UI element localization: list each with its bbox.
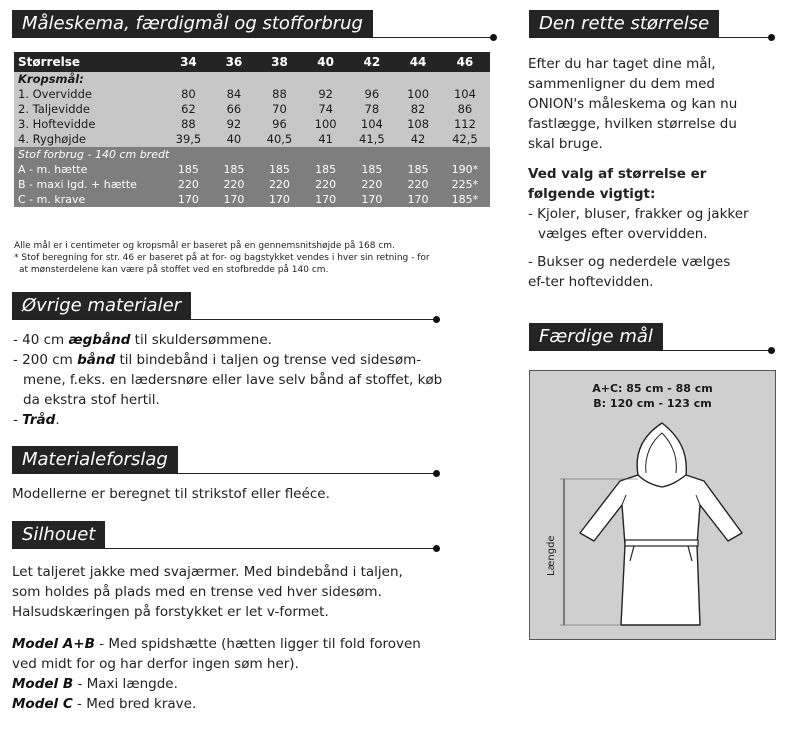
cell: 84 [213,87,255,102]
list-item: - Kjoler, bluser, frakker og jakker [528,206,749,222]
cell: 185 [347,162,396,177]
section-title: Øvrige materialer [12,292,191,320]
material-suggestion-header [12,446,440,480]
cell: 220 [255,177,304,192]
text-line: ved midt for og har derfor ingen søm her). [12,656,299,672]
size-col: 34 [164,52,213,72]
cell: 40 [213,132,255,147]
text-line: følgende vigtigt: [528,186,656,202]
table-row [14,87,490,102]
silhouette-text [12,562,452,714]
bullet-dot [433,545,440,552]
list-item-cont: mene, f.eks. en lædersnøre eller lave selv bånd af stoffet, køb [23,372,443,388]
size-chart-header [12,10,497,44]
row-label: 4. Ryghøjde [14,132,164,147]
list-item: - Tråd. [13,412,60,428]
cell: 220 [213,177,255,192]
list-item-cont: vælges efter overvidden. [538,226,708,242]
cell: 185 [164,162,213,177]
cell: 185* [440,192,490,207]
body-measure-label: Kropsmål: [14,72,490,87]
cell: 96 [255,117,304,132]
cell: 185 [304,162,348,177]
cell: 88 [255,87,304,102]
cell: 88 [164,117,213,132]
section-title: Silhouet [12,521,105,549]
table-row [14,192,490,207]
table-row [14,147,490,162]
table-row [14,177,490,192]
divider [529,37,771,38]
cell: 225* [440,177,490,192]
other-materials-header [12,292,440,326]
size-col: 46 [440,52,490,72]
cell: 220 [347,177,396,192]
cell: 80 [164,87,213,102]
text-line: som holdes på plads med en trense ved hver sidesøm. [12,584,382,600]
bullet-dot [768,347,775,354]
finished-header [529,323,775,357]
cell: 170 [164,192,213,207]
cell: 170 [255,192,304,207]
cell: 70 [255,102,304,117]
section-title: Den rette størrelse [529,10,719,38]
size-col: 38 [255,52,304,72]
size-label: Størrelse [14,52,164,72]
text-line: fastlægge, hvilken størrelse du [528,116,737,132]
cell: 100 [304,117,348,132]
cell: 42,5 [440,132,490,147]
cell: 78 [347,102,396,117]
jacket-illustration [530,371,775,639]
table-row [14,72,490,87]
cell: 220 [164,177,213,192]
table-row [14,162,490,177]
row-label: 3. Hoftevidde [14,117,164,132]
cell: 220 [304,177,348,192]
material-suggestion-text: Modellerne er beregnet til strikstof eller fleéce. [12,486,330,502]
model-line: Model C - Med bred krave. [12,696,197,712]
cell: 190* [440,162,490,177]
cell: 170 [396,192,440,207]
table-row [14,132,490,147]
cell: 170 [213,192,255,207]
materials-list [13,330,443,430]
finished-measures-card [529,370,776,640]
bullet-dot [490,34,497,41]
cell: 62 [164,102,213,117]
cell: 112 [440,117,490,132]
text-line: Halsudskæringen på forstykket er let v-formet. [12,604,329,620]
measure-line: B: 120 cm - 123 cm [593,397,712,410]
size-col: 44 [396,52,440,72]
table-row [14,117,490,132]
text-line: Let taljeret jakke med svajærmer. Med bindebånd i taljen, [12,564,403,580]
cell: 185 [396,162,440,177]
cell: 66 [213,102,255,117]
bullet-dot [433,316,440,323]
text-line: sammenligner du dem med [528,76,716,92]
cell: 40,5 [255,132,304,147]
divider [12,473,436,474]
list-item-cont: da ekstra stof hertil. [23,392,160,408]
bullet-dot [768,34,775,41]
section-title: Måleskema, færdigmål og stofforbrug [12,10,373,38]
waist-tie [625,540,698,546]
size-col: 40 [304,52,348,72]
text-line: skal bruge. [528,136,603,152]
row-label: C - m. krave [14,192,164,207]
footnote: at mønsterdelene kan være på stoffet ved en stofbredde på 140 cm. [19,265,329,275]
cell: 96 [347,87,396,102]
text-line: Efter du har taget dine mål, [528,56,716,72]
cell: 185 [255,162,304,177]
cell: 104 [440,87,490,102]
list-item: - Bukser og nederdele vælges [528,254,731,270]
footnote: * Stof beregning for str. 46 er baseret på at for- og bagstykket vendes i hver sin retning - for [14,253,430,263]
size-col: 42 [347,52,396,72]
right-size-header [529,10,775,44]
right-size-text [528,54,778,292]
table-header-row [14,52,490,72]
cell: 108 [396,117,440,132]
cell: 41,5 [347,132,396,147]
size-table [14,52,490,207]
cell: 104 [347,117,396,132]
cell: 42 [396,132,440,147]
text-line: Ved valg af størrelse er [528,166,707,182]
silhouette-header [12,521,440,555]
section-title: Færdige mål [529,323,663,351]
size-col: 36 [213,52,255,72]
cell: 92 [304,87,348,102]
cell: 74 [304,102,348,117]
cell: 82 [396,102,440,117]
cell: 170 [304,192,348,207]
row-label: A - m. hætte [14,162,164,177]
cell: 170 [347,192,396,207]
bullet-dot [433,470,440,477]
cell: 220 [396,177,440,192]
model-line: Model A+B - Med spidshætte (hætten ligger til fold foroven [12,636,421,652]
cell: 86 [440,102,490,117]
length-label: Længde [546,535,557,576]
cell: 100 [396,87,440,102]
row-label: 2. Taljevidde [14,102,164,117]
model-line: Model B - Maxi længde. [12,676,178,692]
cell: 41 [304,132,348,147]
row-label: B - maxi lgd. + hætte [14,177,164,192]
cell: 185 [213,162,255,177]
divider [12,548,436,549]
list-item: - 200 cm bånd til bindebånd i taljen og trense ved sidesøm- [13,352,422,368]
section-title: Materialeforslag [12,446,178,474]
list-item-cont: ef-ter hoftevidden. [528,274,654,290]
footnote: Alle mål er i centimeter og kropsmål er baseret på en gennemsnitshøjde på 168 cm. [14,241,395,251]
text-line: ONION's måleskema og kan nu [528,96,738,112]
cell: 92 [213,117,255,132]
divider [12,319,436,320]
divider [12,37,493,38]
cell: 39,5 [164,132,213,147]
divider [529,350,771,351]
footnotes [14,240,494,276]
fabric-usage-label: Stof forbrug - 140 cm bredt [14,147,490,162]
row-label: 1. Overvidde [14,87,164,102]
jacket-body [580,475,742,625]
measure-line: A+C: 85 cm - 88 cm [592,382,713,395]
list-item: - 40 cm ægbånd til skuldersømmene. [13,332,272,348]
table-row [14,102,490,117]
